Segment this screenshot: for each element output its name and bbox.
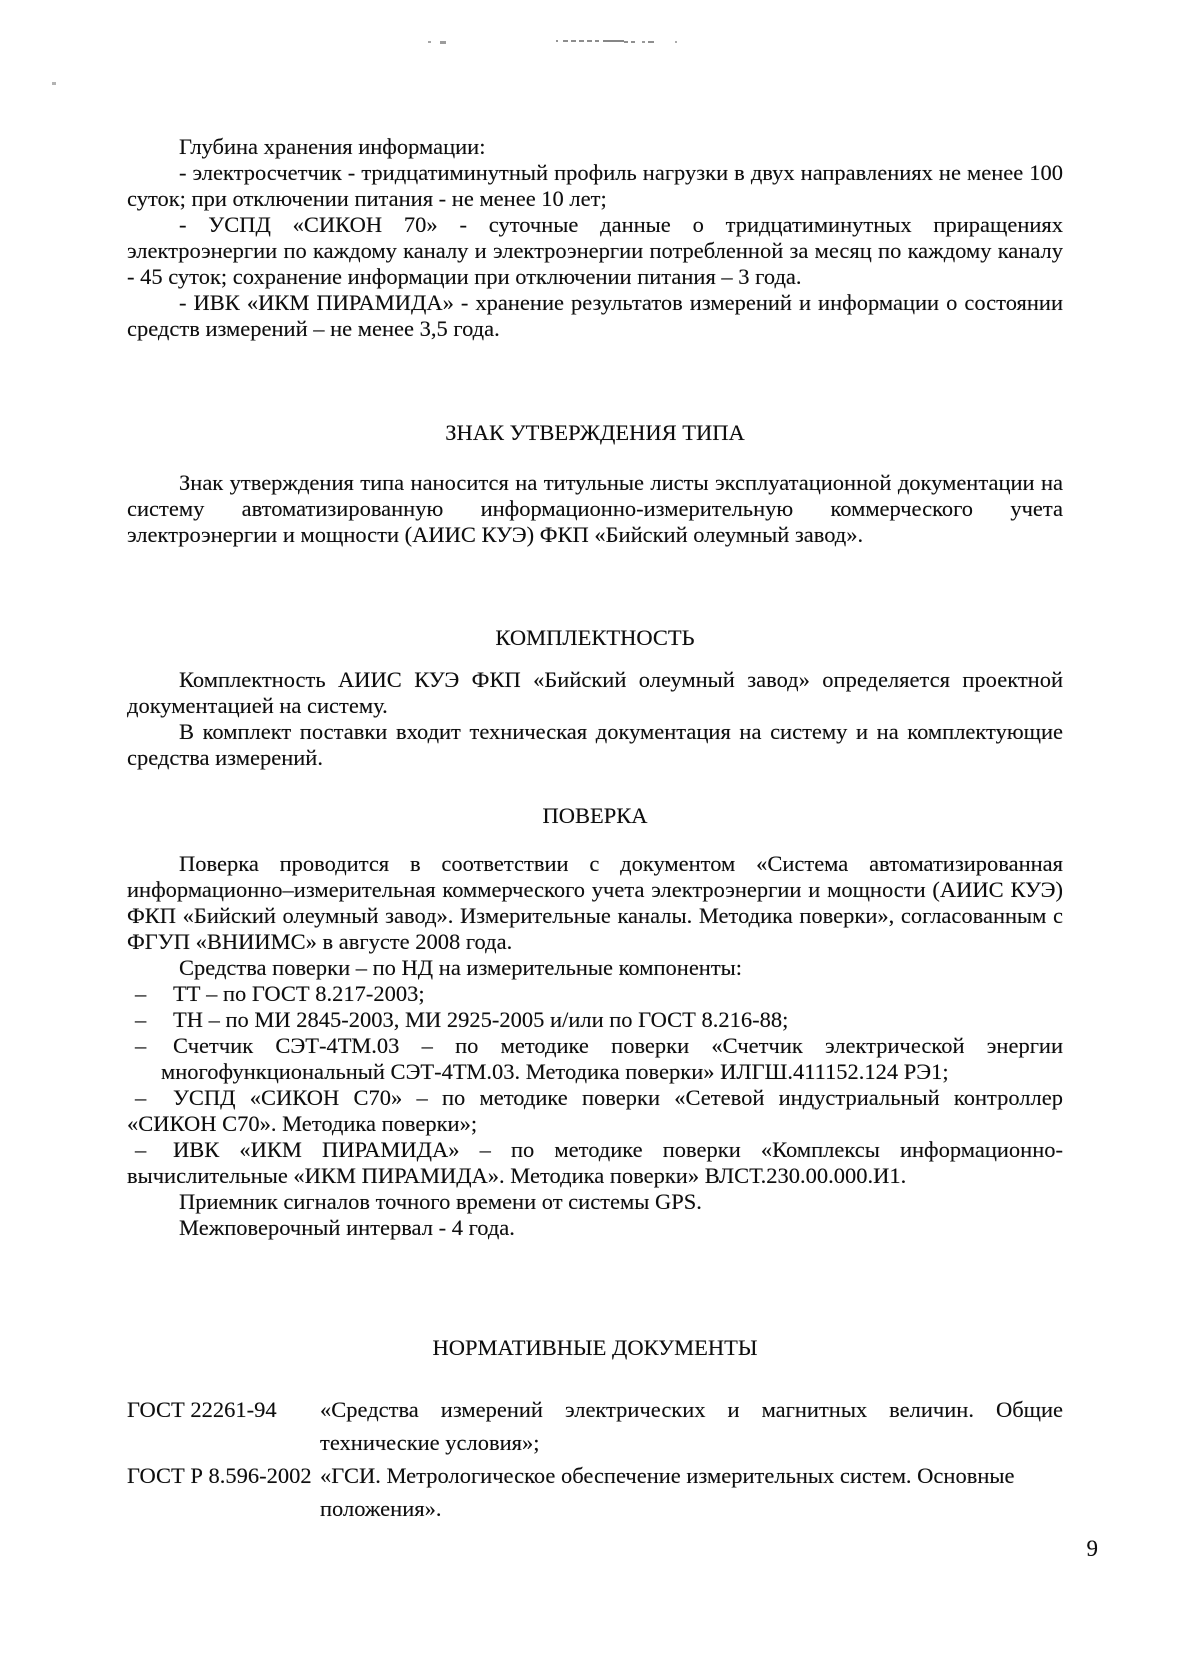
section-completeness xyxy=(127,667,1063,771)
text-line: ФКП «Бийский олеумный завод». Измерительные каналы. Методика поверки», согласованным с xyxy=(127,903,1063,928)
list-item-text: ИВК «ИКМ ПИРАМИДА» – по методике поверки «Комплексы информационно- xyxy=(173,1137,1063,1162)
text-line: технические условия»; xyxy=(320,1430,540,1455)
document-description xyxy=(320,1393,1063,1459)
text-line: «Средства измерений электрических и магнитных величин. Общие xyxy=(320,1397,1063,1422)
document-description xyxy=(320,1459,1063,1525)
text-line: Приемник сигналов точного времени от системы GPS. xyxy=(179,1189,702,1214)
section-title-normative-documents: НОРМАТИВНЫЕ ДОКУМЕНТЫ xyxy=(432,1335,758,1360)
text-line: суток; при отключении питания - не менее 10 лет; xyxy=(127,186,607,211)
list-item-dash: – xyxy=(135,1033,147,1058)
text-line: средства измерений. xyxy=(127,745,323,770)
text-line: Глубина хранения информации: xyxy=(179,134,486,159)
list-item-continuation: многофункциональный СЭТ-4ТМ.03. Методика поверки» ИЛГШ.411152.124 РЭ1; xyxy=(161,1059,949,1084)
list-item-dash: – xyxy=(135,981,147,1006)
text-line: «ГСИ. Метрологическое обеспечение измерительных систем. Основные xyxy=(320,1463,1015,1488)
text-line: документацией на систему. xyxy=(127,693,388,718)
list-item-dash: – xyxy=(135,1007,147,1032)
text-line: положения». xyxy=(320,1496,442,1521)
text-line: - ИВК «ИКМ ПИРАМИДА» - хранение результатов измерений и информации о состоянии xyxy=(179,290,1063,315)
section-storage-depth xyxy=(127,134,1063,342)
text-line: систему автоматизированную информационно-измерительную коммерческого учета xyxy=(127,496,1063,521)
section-verification xyxy=(127,851,1063,1241)
scan-artifact xyxy=(52,82,56,85)
normative-document-row xyxy=(127,1459,1063,1525)
text-line: В комплект поставки входит техническая документация на систему и на комплектующие xyxy=(179,719,1063,744)
list-item-text: ТТ – по ГОСТ 8.217-2003; xyxy=(173,981,425,1006)
list-item xyxy=(127,1085,1063,1111)
section-title-verification: ПОВЕРКА xyxy=(542,803,648,828)
document-code: ГОСТ Р 8.596-2002 xyxy=(127,1463,312,1488)
section-title-completeness: КОМПЛЕКТНОСТЬ xyxy=(495,625,695,650)
list-item-continuation: «СИКОН С70». Методика поверки»; xyxy=(127,1111,478,1136)
list-item-text: Счетчик СЭТ-4ТМ.03 – по методике поверки «Счетчик электрической энергии xyxy=(173,1033,1063,1058)
list-item xyxy=(127,1007,1063,1033)
text-line: Средства поверки – по НД на измерительные компоненты: xyxy=(179,955,743,980)
text-line: - УСПД «СИКОН 70» - суточные данные о тридцатиминутных приращениях xyxy=(179,212,1063,237)
list-item xyxy=(127,1137,1063,1163)
text-line: Поверка проводится в соответствии с документом «Система автоматизированная xyxy=(179,851,1063,876)
list-item-text: УСПД «СИКОН С70» – по методике поверки «Сетевой индустриальный контроллер xyxy=(173,1085,1063,1110)
text-line: - электросчетчик - тридцатиминутный профиль нагрузки в двух направлениях не менее 100 xyxy=(179,160,1063,185)
text-line: электроэнергии и мощности (АИИС КУЭ) ФКП «Бийский олеумный завод». xyxy=(127,522,864,547)
list-item-dash: – xyxy=(135,1085,147,1110)
text-line: - 45 суток; сохранение информации при отключении питания – 3 года. xyxy=(127,264,802,289)
text-line: Знак утверждения типа наносится на титульные листы эксплуатационной документации на xyxy=(179,470,1063,495)
list-item xyxy=(127,981,1063,1007)
list-item xyxy=(127,1033,1063,1059)
section-title-type-approval-mark: ЗНАК УТВЕРЖДЕНИЯ ТИПА xyxy=(445,420,745,445)
text-line: Межповерочный интервал - 4 года. xyxy=(179,1215,515,1240)
list-item-text: ТН – по МИ 2845-2003, МИ 2925-2005 и/или по ГОСТ 8.216-88; xyxy=(173,1007,789,1032)
document-code: ГОСТ 22261-94 xyxy=(127,1397,277,1422)
list-item-continuation: вычислительные «ИКМ ПИРАМИДА». Методика поверки» ВЛСТ.230.00.000.И1. xyxy=(127,1163,907,1188)
text-line: Комплектность АИИС КУЭ ФКП «Бийский олеумный завод» определяется проектной xyxy=(179,667,1063,692)
document-content xyxy=(127,0,1063,1525)
text-line: электроэнергии по каждому каналу и электроэнергии потребленной за месяц по каждому каналу xyxy=(127,238,1063,263)
normative-document-row xyxy=(127,1393,1063,1459)
text-line: информационно–измерительная коммерческого учета электроэнергии и мощности (АИИС КУЭ) xyxy=(127,877,1063,902)
page-number: 9 xyxy=(1086,1536,1098,1561)
text-line: ФГУП «ВНИИМС» в августе 2008 года. xyxy=(127,929,513,954)
list-item-dash: – xyxy=(135,1137,147,1162)
section-type-approval-mark xyxy=(127,470,1063,548)
text-line: средств измерений – не менее 3,5 года. xyxy=(127,316,500,341)
section-normative-documents xyxy=(127,1393,1063,1525)
